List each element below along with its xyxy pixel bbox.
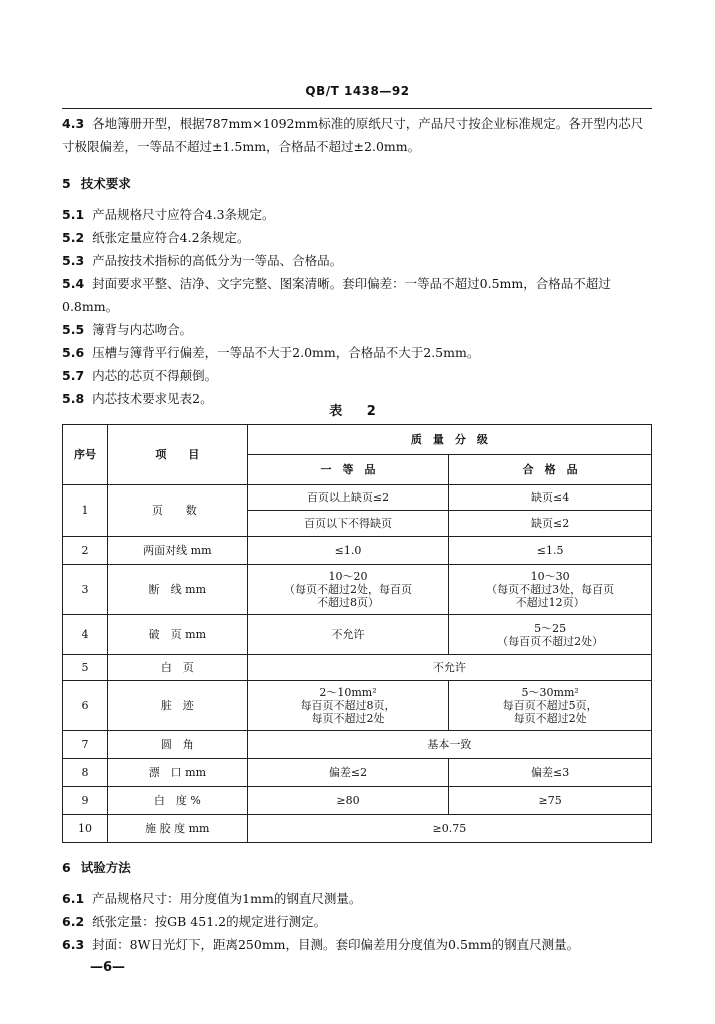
row-first-value: 2～10mm² 每百页不超过8页， 每页不超过2处	[247, 681, 449, 731]
table-row	[63, 759, 652, 787]
clause-5-6: 5.6 压槽与簿背平行偏差，一等品不大于2.0mm，合格品不大于2.5mm。	[62, 345, 480, 360]
clause-5-1: 5.1 产品规格尺寸应符合4.3条规定。	[62, 207, 275, 222]
upper-text	[62, 112, 654, 410]
clause-4-3: 4.3 各地簿册开型，根据787mm×1092mm标准的原纸尺寸，产品尺寸按企业标准规定。各开型内芯尺寸极限偏差，一等品不超过±1.5mm，合格品不超过±2.0mm。	[62, 116, 644, 154]
section-5-title: 5 技术要求	[62, 176, 131, 191]
clause-5-8: 5.8 内芯技术要求见表2。	[62, 391, 213, 406]
row-first-value: 不允许	[247, 615, 449, 655]
header-item: 项 目	[107, 425, 247, 485]
header-qualified-grade: 合 格 品	[449, 455, 652, 485]
clause-5-5: 5.5 簿背与内芯吻合。	[62, 322, 193, 337]
row-qualified-value: 缺页≤2	[449, 511, 652, 537]
clause-5-7: 5.7 内芯的芯页不得颠倒。	[62, 368, 218, 383]
lower-text	[62, 856, 654, 956]
row-item: 破 页 mm	[107, 615, 247, 655]
table-row	[63, 681, 652, 731]
table-row	[63, 731, 652, 759]
section-6-title: 6 试验方法	[62, 860, 131, 875]
clause-6-1: 6.1 产品规格尺寸：用分度值为1mm的钢直尺测量。	[62, 891, 362, 906]
row-seq: 9	[63, 787, 108, 815]
clause-6-2: 6.2 纸张定量：按GB 451.2的规定进行测定。	[62, 914, 327, 929]
clause-6-3: 6.3 封面：8W日光灯下，距离250mm，目测。套印偏差用分度值为0.5mm的钢直尺测量。	[62, 937, 580, 952]
row-seq: 6	[63, 681, 108, 731]
row-item: 白 度 %	[107, 787, 247, 815]
header-seq: 序号	[63, 425, 108, 485]
clause-5-2: 5.2 纸张定量应符合4.2条规定。	[62, 230, 250, 245]
table-row	[63, 815, 652, 843]
table-row	[63, 485, 652, 511]
row-seq: 8	[63, 759, 108, 787]
row-seq: 5	[63, 655, 108, 681]
row-seq: 10	[63, 815, 108, 843]
row-item: 圆 角	[107, 731, 247, 759]
clause-5-4: 5.4 封面要求平整、洁净、文字完整、图案清晰。套印偏差：一等品不超过0.5mm，合格品不超过0.8mm。	[62, 276, 611, 314]
row-item: 施 胶 度 mm	[107, 815, 247, 843]
table-row	[63, 537, 652, 565]
row-qualified-value: ≤1.5	[449, 537, 652, 565]
header-rule	[62, 108, 652, 109]
row-first-value: 偏差≤2	[247, 759, 449, 787]
row-qualified-value: 缺页≤4	[449, 485, 652, 511]
row-item: 白 页	[107, 655, 247, 681]
row-seq: 3	[63, 565, 108, 615]
row-qualified-value: 5～30mm² 每百页不超过5页， 每页不超过2处	[449, 681, 652, 731]
row-item: 断 线 mm	[107, 565, 247, 615]
row-qualified-value: 偏差≤3	[449, 759, 652, 787]
row-seq: 7	[63, 731, 108, 759]
row-seq: 1	[63, 485, 108, 537]
row-first-value: 百页以上缺页≤2	[247, 485, 449, 511]
spec-table	[62, 424, 652, 843]
clause-5-3: 5.3 产品按技术指标的高低分为一等品、合格品。	[62, 253, 343, 268]
header-first-grade: 一 等 品	[247, 455, 449, 485]
row-merged-value: 不允许	[247, 655, 651, 681]
table-caption: 表 2	[329, 404, 386, 419]
row-seq: 4	[63, 615, 108, 655]
table-row	[63, 565, 652, 615]
row-first-value: 百页以下不得缺页	[247, 511, 449, 537]
row-merged-value: ≥0.75	[247, 815, 651, 843]
row-first-value: 10～20 （每页不超过2处，每百页 不超过8页）	[247, 565, 449, 615]
header-grade-group: 质 量 分 级	[247, 425, 651, 455]
row-first-value: ≤1.0	[247, 537, 449, 565]
row-merged-value: 基本一致	[247, 731, 651, 759]
row-first-value: ≥80	[247, 787, 449, 815]
row-item: 页 数	[107, 485, 247, 537]
row-item: 脏 迹	[107, 681, 247, 731]
row-item: 两面对线 mm	[107, 537, 247, 565]
table-row	[63, 655, 652, 681]
table-row	[63, 615, 652, 655]
table-row	[63, 787, 652, 815]
page-number: —6—	[90, 960, 126, 975]
row-item: 漂 口 mm	[107, 759, 247, 787]
standard-code-header: QB/T 1438—92	[305, 84, 410, 98]
row-qualified-value: 5～25 （每百页不超过2处）	[449, 615, 652, 655]
table-header-row	[63, 425, 652, 455]
row-seq: 2	[63, 537, 108, 565]
row-qualified-value: 10～30 （每页不超过3处，每百页 不超过12页）	[449, 565, 652, 615]
row-qualified-value: ≥75	[449, 787, 652, 815]
